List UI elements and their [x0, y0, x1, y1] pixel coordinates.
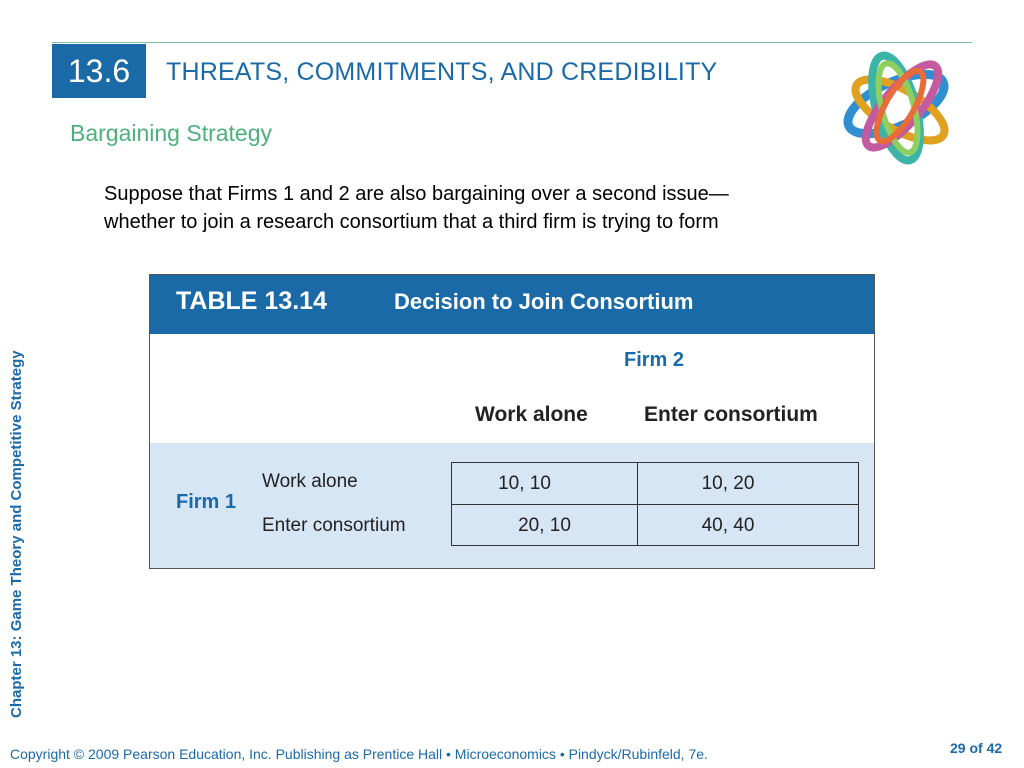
- payoff-cell: 10, 20: [701, 473, 755, 494]
- interlocking-rings-logo: [826, 44, 974, 176]
- body-line: whether to join a research consortium that a third firm is trying to form: [104, 211, 719, 233]
- grid-divider: [452, 504, 858, 505]
- payoff-cell: 40, 40: [701, 515, 755, 536]
- section-number-badge: 13.6: [52, 44, 146, 98]
- header-rule: [52, 42, 972, 43]
- row-player-label: Firm 1: [176, 491, 237, 513]
- slide-title: THREATS, COMMITMENTS, AND CREDIBILITY: [166, 58, 718, 86]
- body-paragraph: [104, 180, 914, 236]
- table-caption: Decision to Join Consortium: [394, 289, 694, 314]
- payoff-cell: 20, 10: [518, 515, 571, 536]
- payoff-cell: 10, 10: [498, 473, 551, 494]
- slide-subtitle: Bargaining Strategy: [70, 120, 273, 146]
- payoff-table-figure: [149, 274, 875, 569]
- row-header: Work alone: [262, 471, 358, 492]
- row-header: Enter consortium: [262, 515, 406, 536]
- page-number: 29 of 42: [950, 740, 1003, 756]
- table-number: TABLE 13.14: [176, 287, 327, 315]
- column-player-label: Firm 2: [624, 349, 685, 371]
- table-header-band: [150, 275, 874, 334]
- chapter-side-label: Chapter 13: Game Theory and Competitive Strategy: [8, 350, 25, 718]
- footer-copyright: Copyright © 2009 Pearson Education, Inc. Publishing as Prentice Hall • Microeconomics • Pindyck/Rubinfeld, 7e.: [10, 746, 708, 762]
- body-line: Suppose that Firms 1 and 2 are also bargaining over a second issue—: [104, 183, 729, 205]
- payoff-grid: [451, 462, 859, 546]
- column-header: Enter consortium: [644, 403, 818, 426]
- column-header: Work alone: [475, 403, 588, 426]
